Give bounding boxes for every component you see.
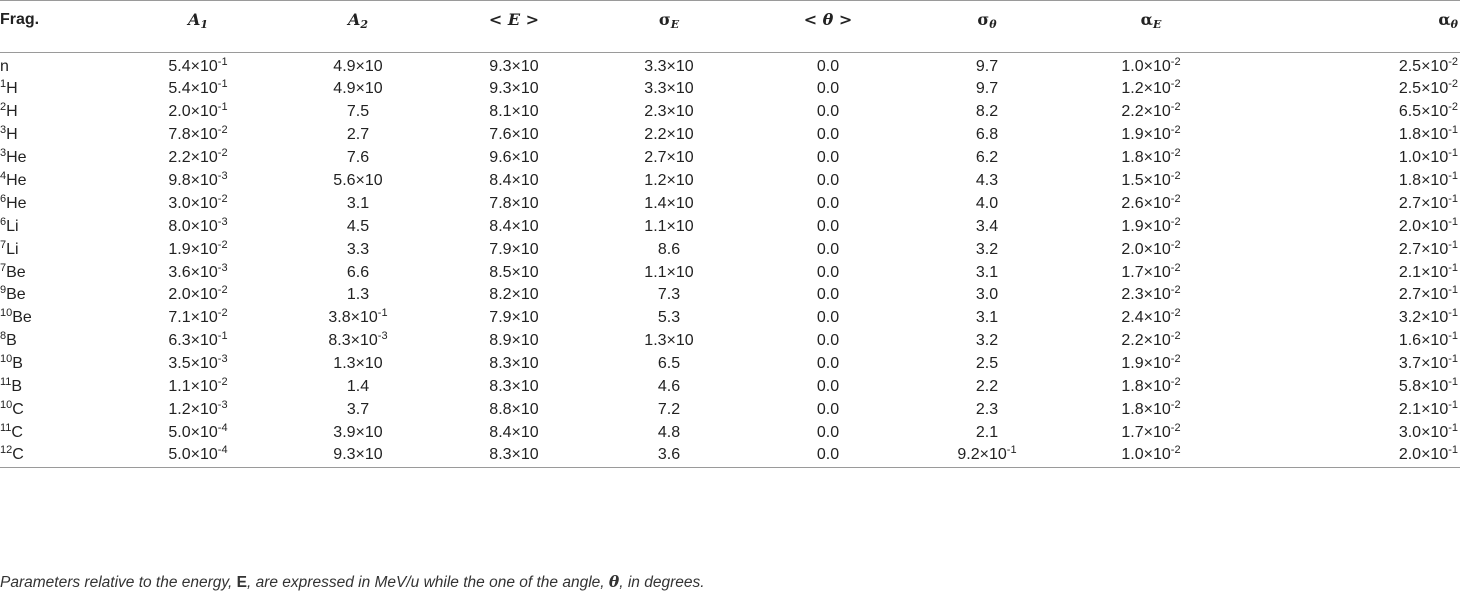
cell-fragment: $^1$H [0,78,18,98]
cell-sigma-angle: 3.1 [975,309,999,327]
cell-sigma-energy: 2.2×10 [644,126,694,144]
cell-a1: $3.0\times 10^{-2}$ [168,192,228,212]
cell-mean-energy: 8.9×10 [489,332,539,350]
cell-alpha-energy: $1.9\times 10^{-2}$ [1121,215,1181,235]
cell-alpha-energy: $1.7\times 10^{-2}$ [1121,421,1181,441]
cell-sigma-energy: 1.3×10 [644,332,694,350]
cell-sigma-energy: 1.1×10 [644,263,694,281]
cell-alpha-angle: $1.8\times 10^{-1}$ [1398,124,1458,144]
cell-a1: $2.0\times 10^{-2}$ [168,284,228,304]
cell-mean-energy: 8.8×10 [489,400,539,418]
cell-sigma-energy: 2.3×10 [644,103,694,121]
cell-fragment: n [0,58,9,75]
cell-mean-energy: 8.3×10 [489,378,539,396]
cell-mean-angle: 0.0 [816,194,840,212]
cell-sigma-energy: 1.1×10 [644,217,694,235]
cell-a1: $8.0\times 10^{-3}$ [168,215,228,235]
cell-alpha-energy: $2.6\times 10^{-2}$ [1121,192,1181,212]
table-row [0,353,1460,376]
cell-a2: 7.5 [346,103,370,121]
cell-a2: 5.6×10 [333,172,383,189]
cell-a2: 1.3 [346,286,370,304]
table-footnote: Parameters relative to the energy, E, are expressed in MeV/u while the one of the angle, θ, in degrees. [0,572,705,591]
cell-alpha-angle: $1.8\times 10^{-1}$ [1398,170,1458,189]
cell-fragment: $^6$He [0,192,27,212]
cell-alpha-energy: $2.3\times 10^{-2}$ [1121,284,1181,304]
table-row [0,124,1460,147]
cell-alpha-energy: $1.9\times 10^{-2}$ [1121,124,1181,144]
table-row [0,330,1460,353]
angle-symbol: θ [608,572,620,591]
cell-mean-angle: 0.0 [816,103,840,121]
cell-sigma-energy: 7.2 [657,400,681,418]
cell-a2: 4.9×10 [333,80,383,98]
cell-a2: 1.4 [346,378,370,396]
cell-sigma-energy: 6.5 [657,355,681,373]
cell-fragment: $^6$Li [0,215,19,235]
cell-a1: $5.0\times 10^{-4}$ [118,444,278,467]
cell-alpha-angle: $2.7\times 10^{-1}$ [1398,238,1458,258]
cell-alpha-energy: $1.0\times 10^{-2}$ [1066,444,1236,467]
cell-a1: $5.0\times 10^{-4}$ [168,421,228,441]
table-row [0,215,1460,238]
cell-alpha-angle: $5.8\times 10^{-1}$ [1398,376,1458,396]
cell-a2: 4.5 [346,217,370,235]
cell-sigma-angle: 3.0 [975,286,999,304]
header-a1: $A_1$ [118,0,278,46]
cell-sigma-energy: 2.7×10 [644,149,694,167]
cell-alpha-angle: $2.0\times 10^{-1}$ [1398,215,1458,235]
cell-alpha-angle: $2.1\times 10^{-1}$ [1398,261,1458,281]
cell-a1: $5.4\times 10^{-1}$ [168,78,228,98]
cell-alpha-angle: $3.2\times 10^{-1}$ [1398,307,1458,327]
cell-mean-angle: 0.0 [748,444,908,467]
cell-a1: $9.8\times 10^{-3}$ [168,170,228,189]
cell-fragment: $^9$Be [0,284,26,304]
cell-sigma-energy: 5.3 [657,309,681,327]
cell-alpha-energy: $1.0\times 10^{-2}$ [1121,56,1181,75]
cell-mean-angle: 0.0 [816,309,840,327]
cell-alpha-energy: $1.2\times 10^{-2}$ [1121,78,1181,98]
table-row [0,376,1460,399]
cell-mean-angle: 0.0 [816,240,840,258]
cell-sigma-angle: 9.7 [975,58,999,75]
cell-sigma-energy: 4.8 [657,423,681,441]
cell-a2: 1.3×10 [333,355,383,373]
cell-alpha-angle: $6.5\times 10^{-2}$ [1398,101,1458,121]
cell-mean-energy: 8.3×10 [438,444,590,467]
table-row [0,444,1460,467]
cell-sigma-energy: 8.6 [657,240,681,258]
cell-alpha-energy: $1.7\times 10^{-2}$ [1121,261,1181,281]
header-alpha-energy: $\alpha_E$ [1066,0,1236,46]
table-row [0,147,1460,170]
header-sigma-energy: $\sigma_E$ [590,0,748,46]
cell-a2: 4.9×10 [333,58,383,75]
table-row [0,261,1460,284]
cell-sigma-angle: 2.1 [975,423,999,441]
cell-fragment: $^{10}$B [0,353,23,373]
cell-alpha-angle: $1.0\times 10^{-1}$ [1398,147,1458,167]
cell-mean-angle: 0.0 [816,355,840,373]
cell-a2: 6.6 [346,263,370,281]
cell-a1: $1.1\times 10^{-2}$ [168,376,228,396]
cell-mean-angle: 0.0 [816,149,840,167]
cell-sigma-angle: 2.2 [975,378,999,396]
cell-sigma-energy: 1.4×10 [644,194,694,212]
cell-alpha-angle: $2.1\times 10^{-1}$ [1398,398,1458,418]
cell-sigma-angle: 3.2 [975,240,999,258]
header-alpha-angle: $\alpha_\theta$ [1236,0,1460,46]
cell-alpha-angle: $2.7\times 10^{-1}$ [1398,192,1458,212]
cell-mean-energy: 8.4×10 [489,172,539,189]
cell-fragment: $^3$H [0,124,18,144]
cell-mean-energy: 7.6×10 [489,126,539,144]
cell-a1: $7.8\times 10^{-2}$ [168,124,228,144]
cell-a2: 3.1 [346,194,370,212]
cell-sigma-angle: 4.3 [975,172,999,189]
cell-mean-energy: 8.3×10 [489,355,539,373]
cell-mean-energy: 8.5×10 [489,263,539,281]
cell-alpha-angle: $3.7\times 10^{-1}$ [1398,353,1458,373]
table-row [0,78,1460,101]
cell-mean-angle: 0.0 [816,423,840,441]
cell-alpha-angle: $2.5\times 10^{-2}$ [1398,78,1458,98]
table-row [0,170,1460,193]
cell-alpha-energy: $1.8\times 10^{-2}$ [1121,376,1181,396]
cell-sigma-energy: 3.6 [590,444,748,467]
cell-alpha-energy: $2.2\times 10^{-2}$ [1121,101,1181,121]
cell-alpha-energy: $1.9\times 10^{-2}$ [1121,353,1181,373]
header-mean-energy: < E > [438,0,590,46]
cell-fragment: $^{10}$C [0,398,24,418]
cell-mean-energy: 8.1×10 [489,103,539,121]
cell-alpha-angle: $2.0\times 10^{-1}$ [1236,444,1460,467]
cell-mean-angle: 0.0 [816,172,840,189]
cell-alpha-angle: $2.5\times 10^{-2}$ [1398,56,1458,75]
table-row [0,238,1460,261]
energy-symbol: E [236,574,247,591]
cell-a1: $2.0\times 10^{-1}$ [168,101,228,121]
cell-alpha-energy: $1.8\times 10^{-2}$ [1121,398,1181,418]
cell-fragment: $^{11}$C [0,421,23,441]
table-row [0,398,1460,421]
cell-sigma-angle: 3.4 [975,217,999,235]
cell-sigma-angle: 6.8 [975,126,999,144]
table-row [0,53,1460,79]
cell-mean-angle: 0.0 [816,263,840,281]
cell-sigma-angle: 8.2 [975,103,999,121]
cell-fragment: $^{12}$C [0,444,118,467]
cell-mean-angle: 0.0 [816,400,840,418]
cell-fragment: $^7$Li [0,238,19,258]
cell-mean-angle: 0.0 [816,126,840,144]
cell-mean-angle: 0.0 [816,80,840,98]
cell-fragment: $^3$He [0,147,27,167]
cell-sigma-angle: 2.5 [975,355,999,373]
cell-sigma-energy: 1.2×10 [644,172,694,189]
cell-mean-angle: 0.0 [816,58,840,75]
cell-mean-angle: 0.0 [816,217,840,235]
cell-sigma-energy: 4.6 [657,378,681,396]
cell-mean-energy: 9.6×10 [489,149,539,167]
cell-a1: $6.3\times 10^{-1}$ [168,330,228,350]
cell-a1: $1.9\times 10^{-2}$ [168,238,228,258]
cell-a2: 3.9×10 [333,423,383,441]
cell-a1: $1.2\times 10^{-3}$ [168,398,228,418]
table-header-row [0,1,1460,53]
cell-a2: $8.3\times 10^{-3}$ [328,330,388,350]
cell-sigma-angle: 6.2 [975,149,999,167]
header-frag: Frag. [0,0,118,46]
cell-sigma-energy: 3.3×10 [644,58,694,75]
cell-a2: 3.7 [346,400,370,418]
table-body [0,53,1460,468]
cell-sigma-angle: 3.2 [975,332,999,350]
cell-sigma-energy: 7.3 [657,286,681,304]
cell-mean-energy: 8.4×10 [489,217,539,235]
cell-alpha-angle: $1.6\times 10^{-1}$ [1398,330,1458,350]
cell-a2: 2.7 [346,126,370,144]
cell-alpha-angle: $2.7\times 10^{-1}$ [1398,284,1458,304]
cell-mean-energy: 8.4×10 [489,423,539,441]
cell-fragment: $^7$Be [0,261,26,281]
cell-a1: $3.6\times 10^{-3}$ [168,261,228,281]
cell-mean-angle: 0.0 [816,286,840,304]
cell-a2: 7.6 [346,149,370,167]
table-row [0,307,1460,330]
cell-alpha-energy: $1.8\times 10^{-2}$ [1121,147,1181,167]
cell-a2: 3.3 [346,240,370,258]
cell-fragment: $^{11}$B [0,376,23,396]
cell-mean-energy: 9.3×10 [489,58,539,75]
cell-fragment: $^8$B [0,330,17,350]
cell-alpha-energy: $2.2\times 10^{-2}$ [1121,330,1181,350]
header-sigma-angle: $\sigma_\theta$ [908,0,1066,46]
cell-alpha-energy: $1.5\times 10^{-2}$ [1121,170,1181,189]
cell-sigma-angle: 9.7 [975,80,999,98]
cell-fragment: $^{10}$Be [0,307,32,327]
cell-alpha-angle: $3.0\times 10^{-1}$ [1398,421,1458,441]
cell-mean-angle: 0.0 [816,332,840,350]
cell-mean-angle: 0.0 [816,378,840,396]
cell-a1: $7.1\times 10^{-2}$ [168,307,228,327]
cell-alpha-energy: $2.4\times 10^{-2}$ [1121,307,1181,327]
cell-a2: $3.8\times 10^{-1}$ [328,307,388,327]
cell-sigma-angle: 3.1 [975,263,999,281]
table-row [0,101,1460,124]
table-row [0,192,1460,215]
table-row [0,421,1460,444]
cell-sigma-angle: 2.3 [975,400,999,418]
cell-mean-energy: 9.3×10 [489,80,539,98]
header-mean-angle: < θ > [748,0,908,46]
cell-sigma-energy: 3.3×10 [644,80,694,98]
cell-a1: $3.5\times 10^{-3}$ [168,353,228,373]
cell-alpha-energy: $2.0\times 10^{-2}$ [1121,238,1181,258]
header-a2: $A_2$ [278,0,438,46]
cell-mean-energy: 7.8×10 [489,194,539,212]
cell-a2: 9.3×10 [278,444,438,467]
cell-mean-energy: 7.9×10 [489,309,539,327]
cell-a1: $2.2\times 10^{-2}$ [168,147,228,167]
cell-sigma-angle: 4.0 [975,194,999,212]
cell-fragment: $^4$He [0,170,27,189]
cell-mean-energy: 8.2×10 [489,286,539,304]
cell-sigma-angle: $9.2\times 10^{-1}$ [908,444,1066,467]
cell-a1: $5.4\times 10^{-1}$ [168,56,228,75]
cell-fragment: $^2$H [0,101,18,121]
cell-mean-energy: 7.9×10 [489,240,539,258]
table-row [0,284,1460,307]
